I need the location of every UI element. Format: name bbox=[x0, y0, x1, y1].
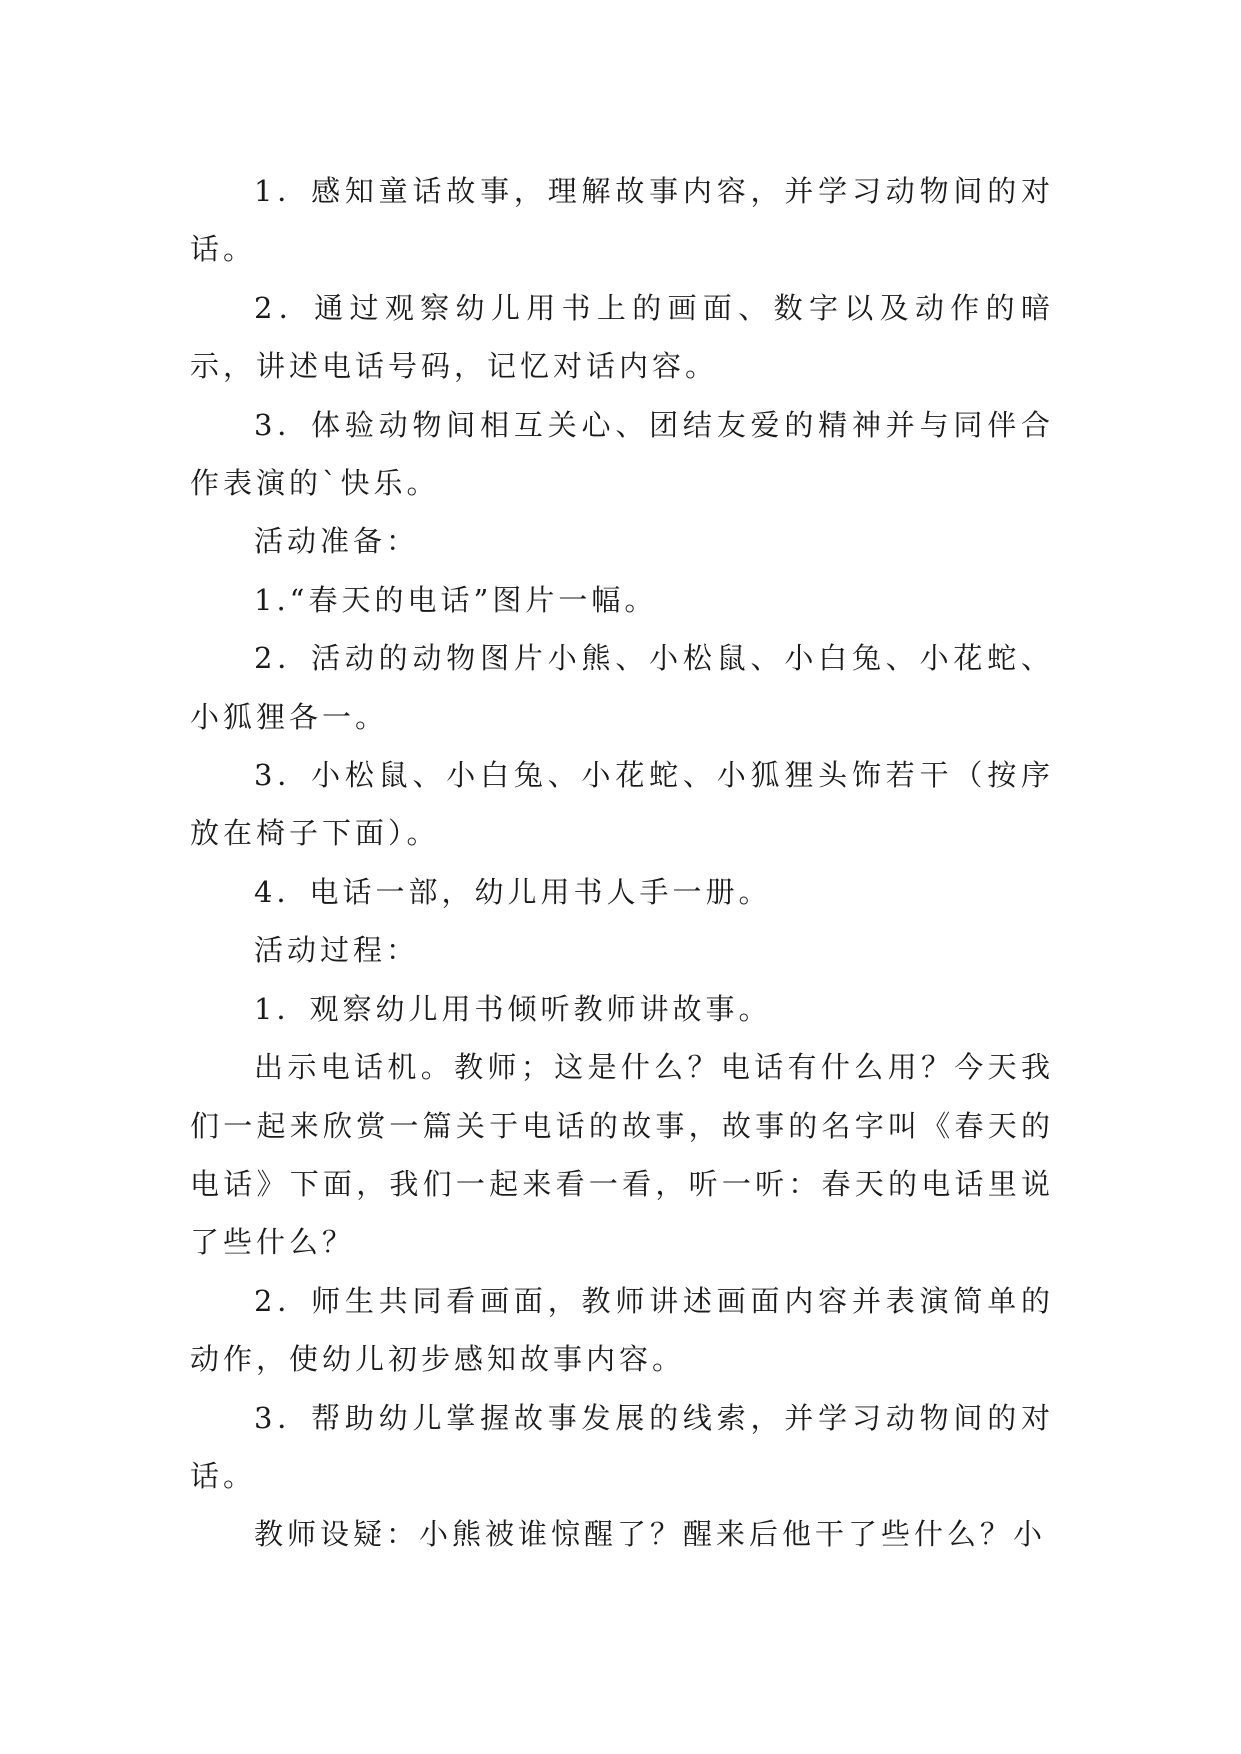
paragraph: 2．活动的动物图片小熊、小松鼠、小白兔、小花蛇、小狐狸各一。 bbox=[190, 641, 1054, 734]
paragraph: 3．体验动物间相互关心、团结友爱的精神并与同伴合作表演的`快乐。 bbox=[190, 407, 1054, 501]
document-body bbox=[190, 162, 1054, 1564]
paragraph: 3．小松鼠、小白兔、小花蛇、小狐狸头饰若干（按序放在椅子下面）。 bbox=[190, 758, 1054, 851]
paragraph: 3．帮助幼儿掌握故事发展的线索，并学习动物间的对话。 bbox=[190, 1400, 1054, 1493]
paragraph: 1．观察幼儿用书倾听教师讲故事。 bbox=[254, 991, 772, 1026]
paragraph: 2．通过观察幼儿用书上的画面、数字以及动作的暗示，讲述电话号码，记忆对话内容。 bbox=[190, 290, 1054, 384]
paragraph: 出示电话机。教师；这是什么？电话有什么用？今天我们一起来欣赏一篇关于电话的故事，故事的名字叫《春天的电话》下面，我们一起来看一看，听一听：春天的电话里说了些什么？ bbox=[190, 1050, 1054, 1260]
paragraph: 1.“春天的电话”图片一幅。 bbox=[254, 582, 658, 617]
section-heading: 活动过程： bbox=[254, 933, 420, 968]
paragraph: 教师设疑：小熊被谁惊醒了？醒来后他干了些什么？小 bbox=[254, 1517, 1047, 1552]
paragraph: 4．电话一部，幼儿用书人手一册。 bbox=[254, 874, 772, 909]
paragraph: 2．师生共同看画面，教师讲述画面内容并表演简单的动作，使幼儿初步感知故事内容。 bbox=[190, 1283, 1054, 1377]
paragraph: 1．感知童话故事，理解故事内容，并学习动物间的对话。 bbox=[190, 174, 1054, 267]
section-heading: 活动准备： bbox=[254, 524, 420, 559]
